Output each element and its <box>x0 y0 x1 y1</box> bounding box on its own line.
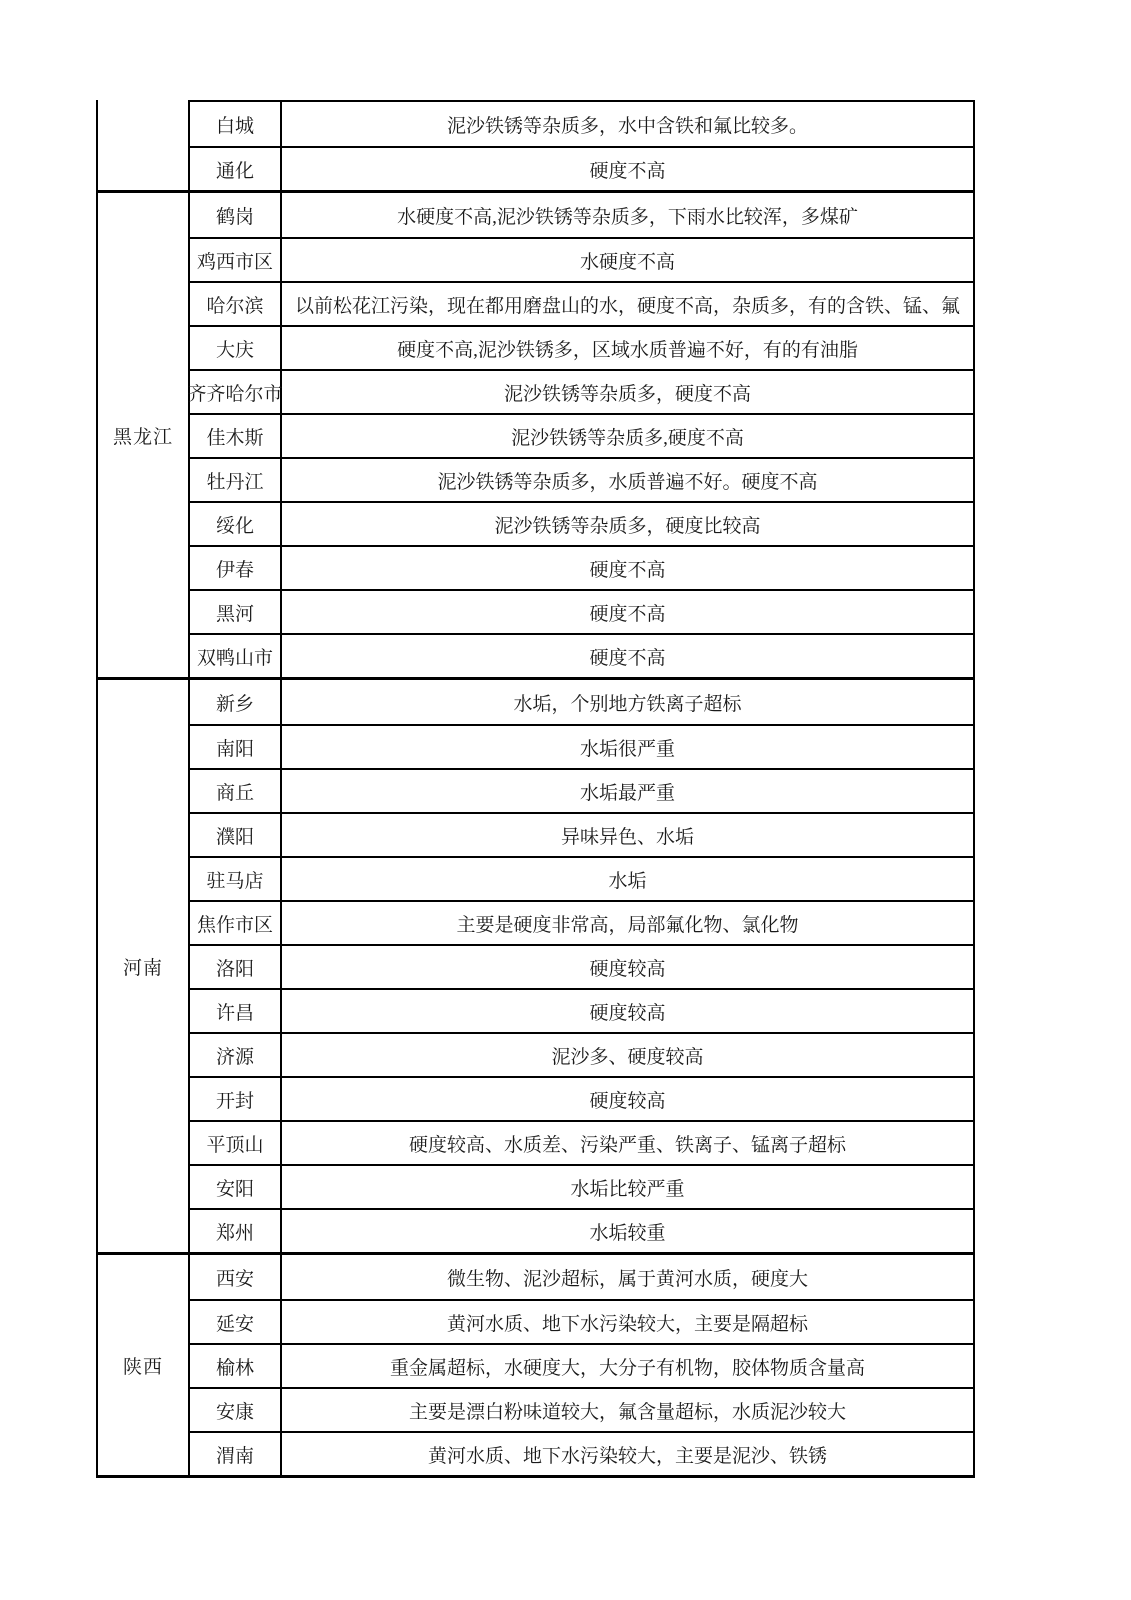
city-cell: 驻马店 <box>190 858 282 900</box>
table-row <box>190 325 973 369</box>
table-row <box>190 413 973 457</box>
table-row <box>190 1255 973 1299</box>
description-cell: 重金属超标，水硬度大，大分子有机物，胶体物质含量高 <box>389 1357 865 1379</box>
city-cell: 鹤岗 <box>190 193 282 237</box>
description-cell: 硬度不高 <box>589 559 666 581</box>
description-cell: 水垢较重 <box>589 1222 666 1244</box>
city-cell: 濮阳 <box>190 814 282 856</box>
description-cell: 水垢，个别地方铁离子超标 <box>513 693 742 715</box>
section-rows <box>190 100 973 190</box>
city-cell: 大庆 <box>190 327 282 369</box>
table-row <box>190 281 973 325</box>
description-cell: 泥沙铁锈等杂质多，水中含铁和氟比较多。 <box>446 115 808 137</box>
city-cell: 双鸭山市 <box>190 635 282 677</box>
table-row <box>190 457 973 501</box>
description-cell: 水垢最严重 <box>579 782 675 804</box>
city-cell: 白城 <box>190 102 282 146</box>
description-cell: 泥沙铁锈等杂质多，水质普遍不好。硬度不高 <box>437 471 818 493</box>
description-cell: 水垢比较严重 <box>570 1178 685 1200</box>
city-cell: 开封 <box>190 1078 282 1120</box>
table-row <box>190 900 973 944</box>
city-cell: 平顶山 <box>190 1122 282 1164</box>
table-row <box>190 501 973 545</box>
description-cell: 异味异色、水垢 <box>560 826 694 848</box>
province-cell: 河南 <box>98 680 190 1252</box>
city-cell: 西安 <box>190 1255 282 1299</box>
table-row <box>190 1120 973 1164</box>
city-cell: 郑州 <box>190 1210 282 1252</box>
city-cell: 佳木斯 <box>190 415 282 457</box>
description-cell: 以前松花江污染，现在都用磨盘山的水，硬度不高，杂质多，有的含铁、锰、氟 <box>294 295 960 317</box>
city-cell: 济源 <box>190 1034 282 1076</box>
description-cell: 硬度不高 <box>589 647 666 669</box>
city-cell: 许昌 <box>190 990 282 1032</box>
water-quality-table <box>96 100 975 1478</box>
table-row <box>190 1299 973 1343</box>
description-cell: 硬度不高 <box>589 603 666 625</box>
table-row <box>190 1208 973 1252</box>
table-row <box>190 1431 973 1475</box>
table-row <box>190 1032 973 1076</box>
city-cell: 安康 <box>190 1389 282 1431</box>
table-row <box>190 237 973 281</box>
city-cell: 鸡西市区 <box>190 239 282 281</box>
description-cell: 硬度较高 <box>589 1002 666 1024</box>
province-cell <box>98 100 190 190</box>
province-cell: 黑龙江 <box>98 193 190 677</box>
table-row <box>190 589 973 633</box>
province-cell: 陕西 <box>98 1255 190 1475</box>
description-cell: 主要是硬度非常高，局部氟化物、氯化物 <box>456 914 799 936</box>
section-rows <box>187 193 973 677</box>
table-row <box>190 856 973 900</box>
description-cell: 黄河水质、地下水污染较大，主要是泥沙、铁锈 <box>427 1445 827 1467</box>
table-row <box>187 369 973 413</box>
city-cell: 延安 <box>190 1301 282 1343</box>
city-cell: 齐齐哈尔市 <box>190 371 282 413</box>
description-cell: 泥沙铁锈等杂质多，硬度比较高 <box>494 515 761 537</box>
province-section <box>98 1252 973 1475</box>
description-cell: 泥沙铁锈等杂质多,硬度不高 <box>511 427 744 449</box>
table-row <box>190 633 973 677</box>
city-cell: 洛阳 <box>190 946 282 988</box>
description-cell: 主要是漂白粉味道较大，氟含量超标，水质泥沙较大 <box>408 1401 846 1423</box>
section-rows <box>190 680 973 1252</box>
table-row <box>190 680 973 724</box>
table-row <box>190 1343 973 1387</box>
city-cell: 焦作市区 <box>190 902 282 944</box>
table-row <box>190 1164 973 1208</box>
city-cell: 安阳 <box>190 1166 282 1208</box>
province-section <box>98 100 973 190</box>
city-cell: 新乡 <box>190 680 282 724</box>
description-cell: 黄河水质、地下水污染较大，主要是隔超标 <box>446 1313 808 1335</box>
table-row <box>190 812 973 856</box>
description-cell: 微生物、泥沙超标，属于黄河水质，硬度大 <box>446 1268 808 1290</box>
table-row <box>190 944 973 988</box>
city-cell: 牡丹江 <box>190 459 282 501</box>
city-cell: 商丘 <box>190 770 282 812</box>
city-cell: 渭南 <box>190 1433 282 1475</box>
table-row <box>190 1076 973 1120</box>
city-cell: 哈尔滨 <box>190 283 282 325</box>
city-cell: 榆林 <box>190 1345 282 1387</box>
description-cell: 泥沙铁锈等杂质多，硬度不高 <box>503 383 751 405</box>
table-row <box>190 1387 973 1431</box>
description-cell: 泥沙多、硬度较高 <box>551 1046 704 1068</box>
description-cell: 硬度较高、水质差、污染严重、铁离子、锰离子超标 <box>408 1134 846 1156</box>
section-rows <box>190 1255 973 1475</box>
city-cell: 伊春 <box>190 547 282 589</box>
table-row <box>190 102 973 146</box>
description-cell: 硬度较高 <box>589 958 666 980</box>
table-row <box>190 146 973 190</box>
table-row <box>190 193 973 237</box>
description-cell: 水垢 <box>608 870 647 892</box>
description-cell: 硬度较高 <box>589 1090 666 1112</box>
table-row <box>190 545 973 589</box>
description-cell: 水硬度不高 <box>579 251 675 273</box>
table-row <box>190 988 973 1032</box>
description-cell: 水硬度不高,泥沙铁锈等杂质多，下雨水比较浑，多煤矿 <box>397 206 858 228</box>
description-cell: 水垢很严重 <box>579 738 675 760</box>
description-cell: 硬度不高,泥沙铁锈多，区域水质普遍不好，有的有油脂 <box>397 339 858 361</box>
province-section <box>98 677 973 1252</box>
table-row <box>190 724 973 768</box>
table-row <box>190 768 973 812</box>
city-cell: 南阳 <box>190 726 282 768</box>
city-cell: 绥化 <box>190 503 282 545</box>
city-cell: 黑河 <box>190 591 282 633</box>
province-section <box>98 190 973 677</box>
description-cell: 硬度不高 <box>589 160 666 182</box>
city-cell: 通化 <box>190 148 282 190</box>
